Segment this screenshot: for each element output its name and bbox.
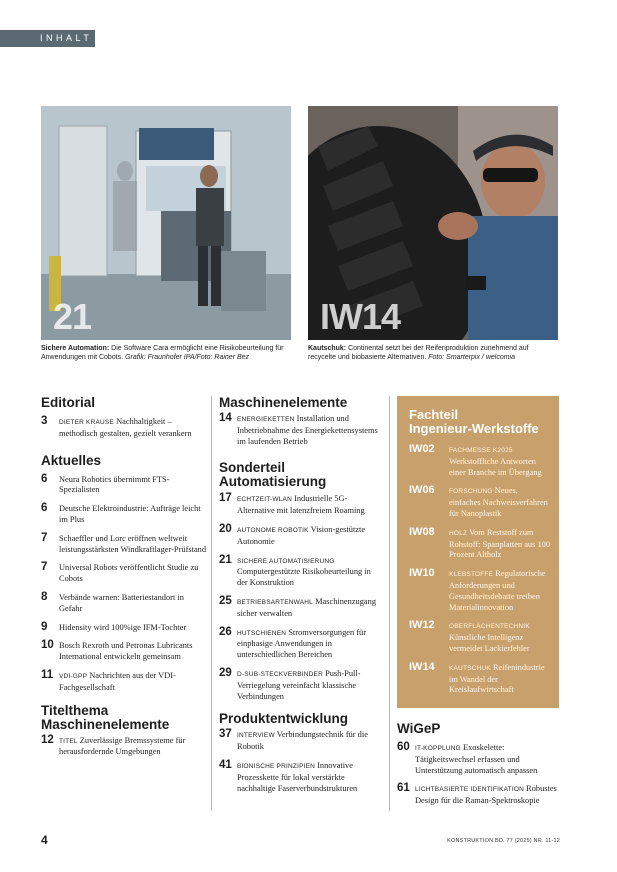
toc-title: Vision-gestützte Autonomie xyxy=(237,524,366,546)
toc-page-number: IW06 xyxy=(409,484,435,497)
toc-title: Industrielle 5G-Alternative mit latenzfreiem Roaming xyxy=(237,494,365,516)
toc-page-number: IW08 xyxy=(409,525,435,538)
section-heading-maschinenelemente: Maschinenelemente xyxy=(219,395,348,410)
section-heading-titelthema xyxy=(41,704,207,732)
toc-entry[interactable] xyxy=(219,414,381,447)
section-heading-wigep: WiGeP xyxy=(397,721,441,736)
toc-title: Exoskelette: Tätigkeitswechsel erfassen und Unterstützung automatisch anpassen xyxy=(415,743,538,775)
toc-page-number: 12 xyxy=(41,733,54,746)
photo-kautschuk xyxy=(308,106,558,340)
toc-entry[interactable] xyxy=(219,494,381,517)
photo-page-number: 21 xyxy=(53,296,92,337)
toc-page-number: 3 xyxy=(41,415,48,427)
toc-keyword: FACHMESSE K2025 xyxy=(449,447,513,454)
toc-entry[interactable] xyxy=(41,472,207,497)
toc-page-number: 37 xyxy=(219,728,232,741)
toc-keyword: AUTONOME ROBOTIK xyxy=(237,526,309,534)
fachteil-box xyxy=(397,396,559,708)
toc-keyword: KAUTSCHUK xyxy=(449,664,491,672)
toc-entry[interactable] xyxy=(409,660,551,696)
section-heading-aktuelles: Aktuelles xyxy=(41,452,102,468)
toc-entry[interactable] xyxy=(41,590,207,615)
toc-page-number: 20 xyxy=(219,522,232,535)
toc-entry[interactable] xyxy=(219,553,381,589)
caption-credit: Foto: Smarterpix / welcomia xyxy=(428,354,515,361)
toc-keyword: SICHERE AUTOMATISIERUNG xyxy=(237,557,335,565)
section-heading-produktentwicklung: Produktentwicklung xyxy=(219,711,349,727)
toc-title: Künstliche Intelligenz vermeidet Lackierfehler xyxy=(449,633,530,653)
photo-page-number: IW14 xyxy=(320,296,401,337)
photo-caption xyxy=(308,344,558,362)
toc-title: Reifenindustrie im Wandel der Kreislaufwirtschaft xyxy=(449,662,545,695)
toc-title: Universal Robots veröffentlicht Studie zu Cobots xyxy=(59,563,199,584)
toc-entry[interactable] xyxy=(397,743,559,776)
toc-entry[interactable] xyxy=(219,625,381,661)
toc-keyword: FORSCHUNG xyxy=(449,488,493,496)
toc-keyword: IT-KOPPLUNG xyxy=(415,745,461,752)
toc-keyword: LICHTBASIERTE IDENTIFIKATION xyxy=(415,786,525,794)
toc-title: Bosch Rexroth und Petronas Lubricants International entwickeln gemeinsam xyxy=(59,641,193,662)
caption-lead: Sichere Automation: xyxy=(41,345,110,352)
toc-column-left xyxy=(41,396,207,766)
toc-page-number: 9 xyxy=(41,620,48,633)
publication-footer: KONSTRUKTION BD. 77 (2025) NR. 11-12 xyxy=(447,838,560,844)
toc-keyword: D-SUB-STECKVERBINDER xyxy=(237,670,323,678)
section-tab-label: INHALT xyxy=(0,30,95,47)
column-divider xyxy=(211,396,212,811)
toc-entry[interactable] xyxy=(41,641,207,663)
heading-line: Titelthema xyxy=(41,702,109,718)
section-heading-editorial: Editorial xyxy=(41,395,96,410)
toc-page-number: 11 xyxy=(41,668,54,681)
toc-keyword: ENERGIEKETTEN xyxy=(237,416,295,423)
toc-page-number: 8 xyxy=(41,590,48,603)
toc-title: Vom Reststoff zum Rohstoff: Spanplatten aus 100 Prozent Altholz xyxy=(449,527,551,560)
caption-text: Continental setzt bei der Reifenproduktion zunehmend auf recycelte und biobasierte Alternativen. xyxy=(308,345,529,361)
toc-title: Verbindungstechnik für die Robotik xyxy=(237,730,368,752)
toc-page-number: 25 xyxy=(219,594,232,607)
heading-line: Fachteil xyxy=(409,407,459,422)
toc-title: Innovative Prozesskette für lokal verstärkte nachhaltige Faserverbundstrukturen xyxy=(237,760,358,793)
toc-keyword: DIETER KRAUSE xyxy=(59,419,114,426)
toc-column-middle xyxy=(219,396,381,802)
photo-sichere-automation xyxy=(41,106,291,340)
toc-page-number: 21 xyxy=(219,553,232,566)
heading-line: Maschinenelemente xyxy=(41,716,170,732)
toc-title: Neues, einfaches Nachweisverfahren für Nanoplastik xyxy=(449,486,548,518)
toc-keyword: KLEBSTOFFE xyxy=(449,571,494,579)
heading-line: Ingenieur-Werkstoffe xyxy=(409,421,539,436)
toc-title: Deutsche Elektroindustrie: Aufträge leicht im Plus xyxy=(59,504,201,524)
toc-keyword: TITEL xyxy=(59,737,78,745)
toc-page-number: 6 xyxy=(41,472,48,485)
toc-entry[interactable] xyxy=(41,733,207,759)
heading-line: Automatisierung xyxy=(219,474,327,490)
toc-title: Verbände warnen: Batteriestandort in Gefahr xyxy=(59,592,184,613)
toc-entry[interactable] xyxy=(219,666,381,702)
section-heading-fachteil xyxy=(409,408,551,436)
toc-entry[interactable] xyxy=(409,525,551,561)
toc-keyword: ECHTZEIT-WLAN xyxy=(237,496,292,504)
toc-entry[interactable] xyxy=(41,668,207,694)
toc-keyword: BIONISCHE PRINZIPIEN xyxy=(237,762,316,770)
toc-keyword: VDI-GPP xyxy=(59,672,88,680)
toc-keyword: INTERVIEW xyxy=(237,732,275,740)
toc-page-number: 60 xyxy=(397,741,410,753)
toc-entry[interactable] xyxy=(219,730,381,753)
toc-title: Computergestützte Risikobeurteilung in der Konstruktion xyxy=(237,567,371,588)
toc-page-number: 14 xyxy=(219,412,232,424)
toc-page-number: 6 xyxy=(41,502,48,515)
toc-page-number: 10 xyxy=(41,639,54,652)
toc-entry[interactable] xyxy=(41,504,207,526)
toc-page-number: IW14 xyxy=(409,660,435,673)
section-heading-sonderteil xyxy=(219,461,381,489)
toc-page-number: IW02 xyxy=(409,443,435,455)
toc-title: Maschinenzugang sicher verwalten xyxy=(237,596,377,618)
toc-entry[interactable] xyxy=(409,486,551,519)
toc-title: Regulatorische Anforderungen und Gesundheitsdebatte treiben Materialinnovation xyxy=(449,569,546,612)
toc-page-number: 41 xyxy=(219,758,232,771)
toc-column-right xyxy=(397,396,559,815)
toc-keyword: HUTSCHIENEN xyxy=(237,629,287,637)
toc-entry[interactable] xyxy=(41,563,207,585)
toc-entry[interactable] xyxy=(409,445,551,478)
toc-page-number: 26 xyxy=(219,625,232,638)
toc-entry[interactable] xyxy=(219,522,381,548)
toc-entry[interactable] xyxy=(41,417,207,440)
toc-entry[interactable] xyxy=(397,784,559,807)
toc-title: Werkstoffliche Antworten einer Branche im Übergang xyxy=(449,456,542,477)
toc-title: Stromversorgungen für einphasige Anwendungen in unterschiedlichen Bereichen xyxy=(237,627,367,660)
toc-entry[interactable] xyxy=(41,620,207,634)
photo-caption xyxy=(41,344,293,362)
caption-credit: Grafik: Fraunhofer IPA/Foto: Rainer Bez xyxy=(125,354,250,361)
toc-title: Zuverlässige Bremssysteme für herausfordernde Umgebungen xyxy=(59,735,186,757)
toc-entry[interactable] xyxy=(409,621,551,654)
caption-lead: Kautschuk: xyxy=(308,345,347,352)
toc-keyword: BETRIEBSARTENWAHL xyxy=(237,598,313,606)
toc-entry[interactable] xyxy=(409,569,551,613)
toc-title: Installation und Inbetriebnahme des Energiekettensystems im laufenden Betrieb xyxy=(237,414,378,446)
toc-entry[interactable] xyxy=(219,758,381,794)
toc-title: Neura Robotics übernimmt FTS-Spezialisten xyxy=(59,474,170,495)
heading-line: Sonderteil xyxy=(219,460,286,476)
toc-entry[interactable] xyxy=(219,594,381,620)
toc-page-number: IW10 xyxy=(409,567,435,580)
toc-title: Schaeffler und Lorc eröffnen weltweit leistungsstärksten Windkraftlager-Prüfstand xyxy=(59,533,207,554)
toc-page-number: IW12 xyxy=(409,619,435,632)
toc-keyword: HOLZ xyxy=(449,529,468,537)
toc-keyword: OBERFLÄCHENTECHNIK xyxy=(449,623,530,631)
column-divider xyxy=(389,396,390,811)
toc-title: Nachhaltigkeit – methodisch gestalten, gezielt verankern xyxy=(59,417,192,438)
toc-title: Nachrichten aus der VDI-Fachgesellschaft xyxy=(59,670,176,692)
toc-page-number: 29 xyxy=(219,666,232,679)
toc-title: Hidensity wird 100%ige IFM-Tochter xyxy=(59,622,187,632)
toc-page-number: 7 xyxy=(41,531,48,544)
toc-title: Push-Pull-Verriegelung vereinfacht klassische Verbindungen xyxy=(237,668,361,701)
page-number: 4 xyxy=(41,833,48,847)
toc-page-number: 17 xyxy=(219,492,232,505)
toc-title: Robustes Design für die Raman-Spektroskopie xyxy=(415,784,557,806)
toc-entry[interactable] xyxy=(41,531,207,556)
toc-page-number: 61 xyxy=(397,782,410,795)
toc-page-number: 7 xyxy=(41,561,48,574)
caption-text: Die Software Cara ermöglicht eine Risikobeurteilung für Anwendungen mit Cobots. xyxy=(41,345,284,361)
